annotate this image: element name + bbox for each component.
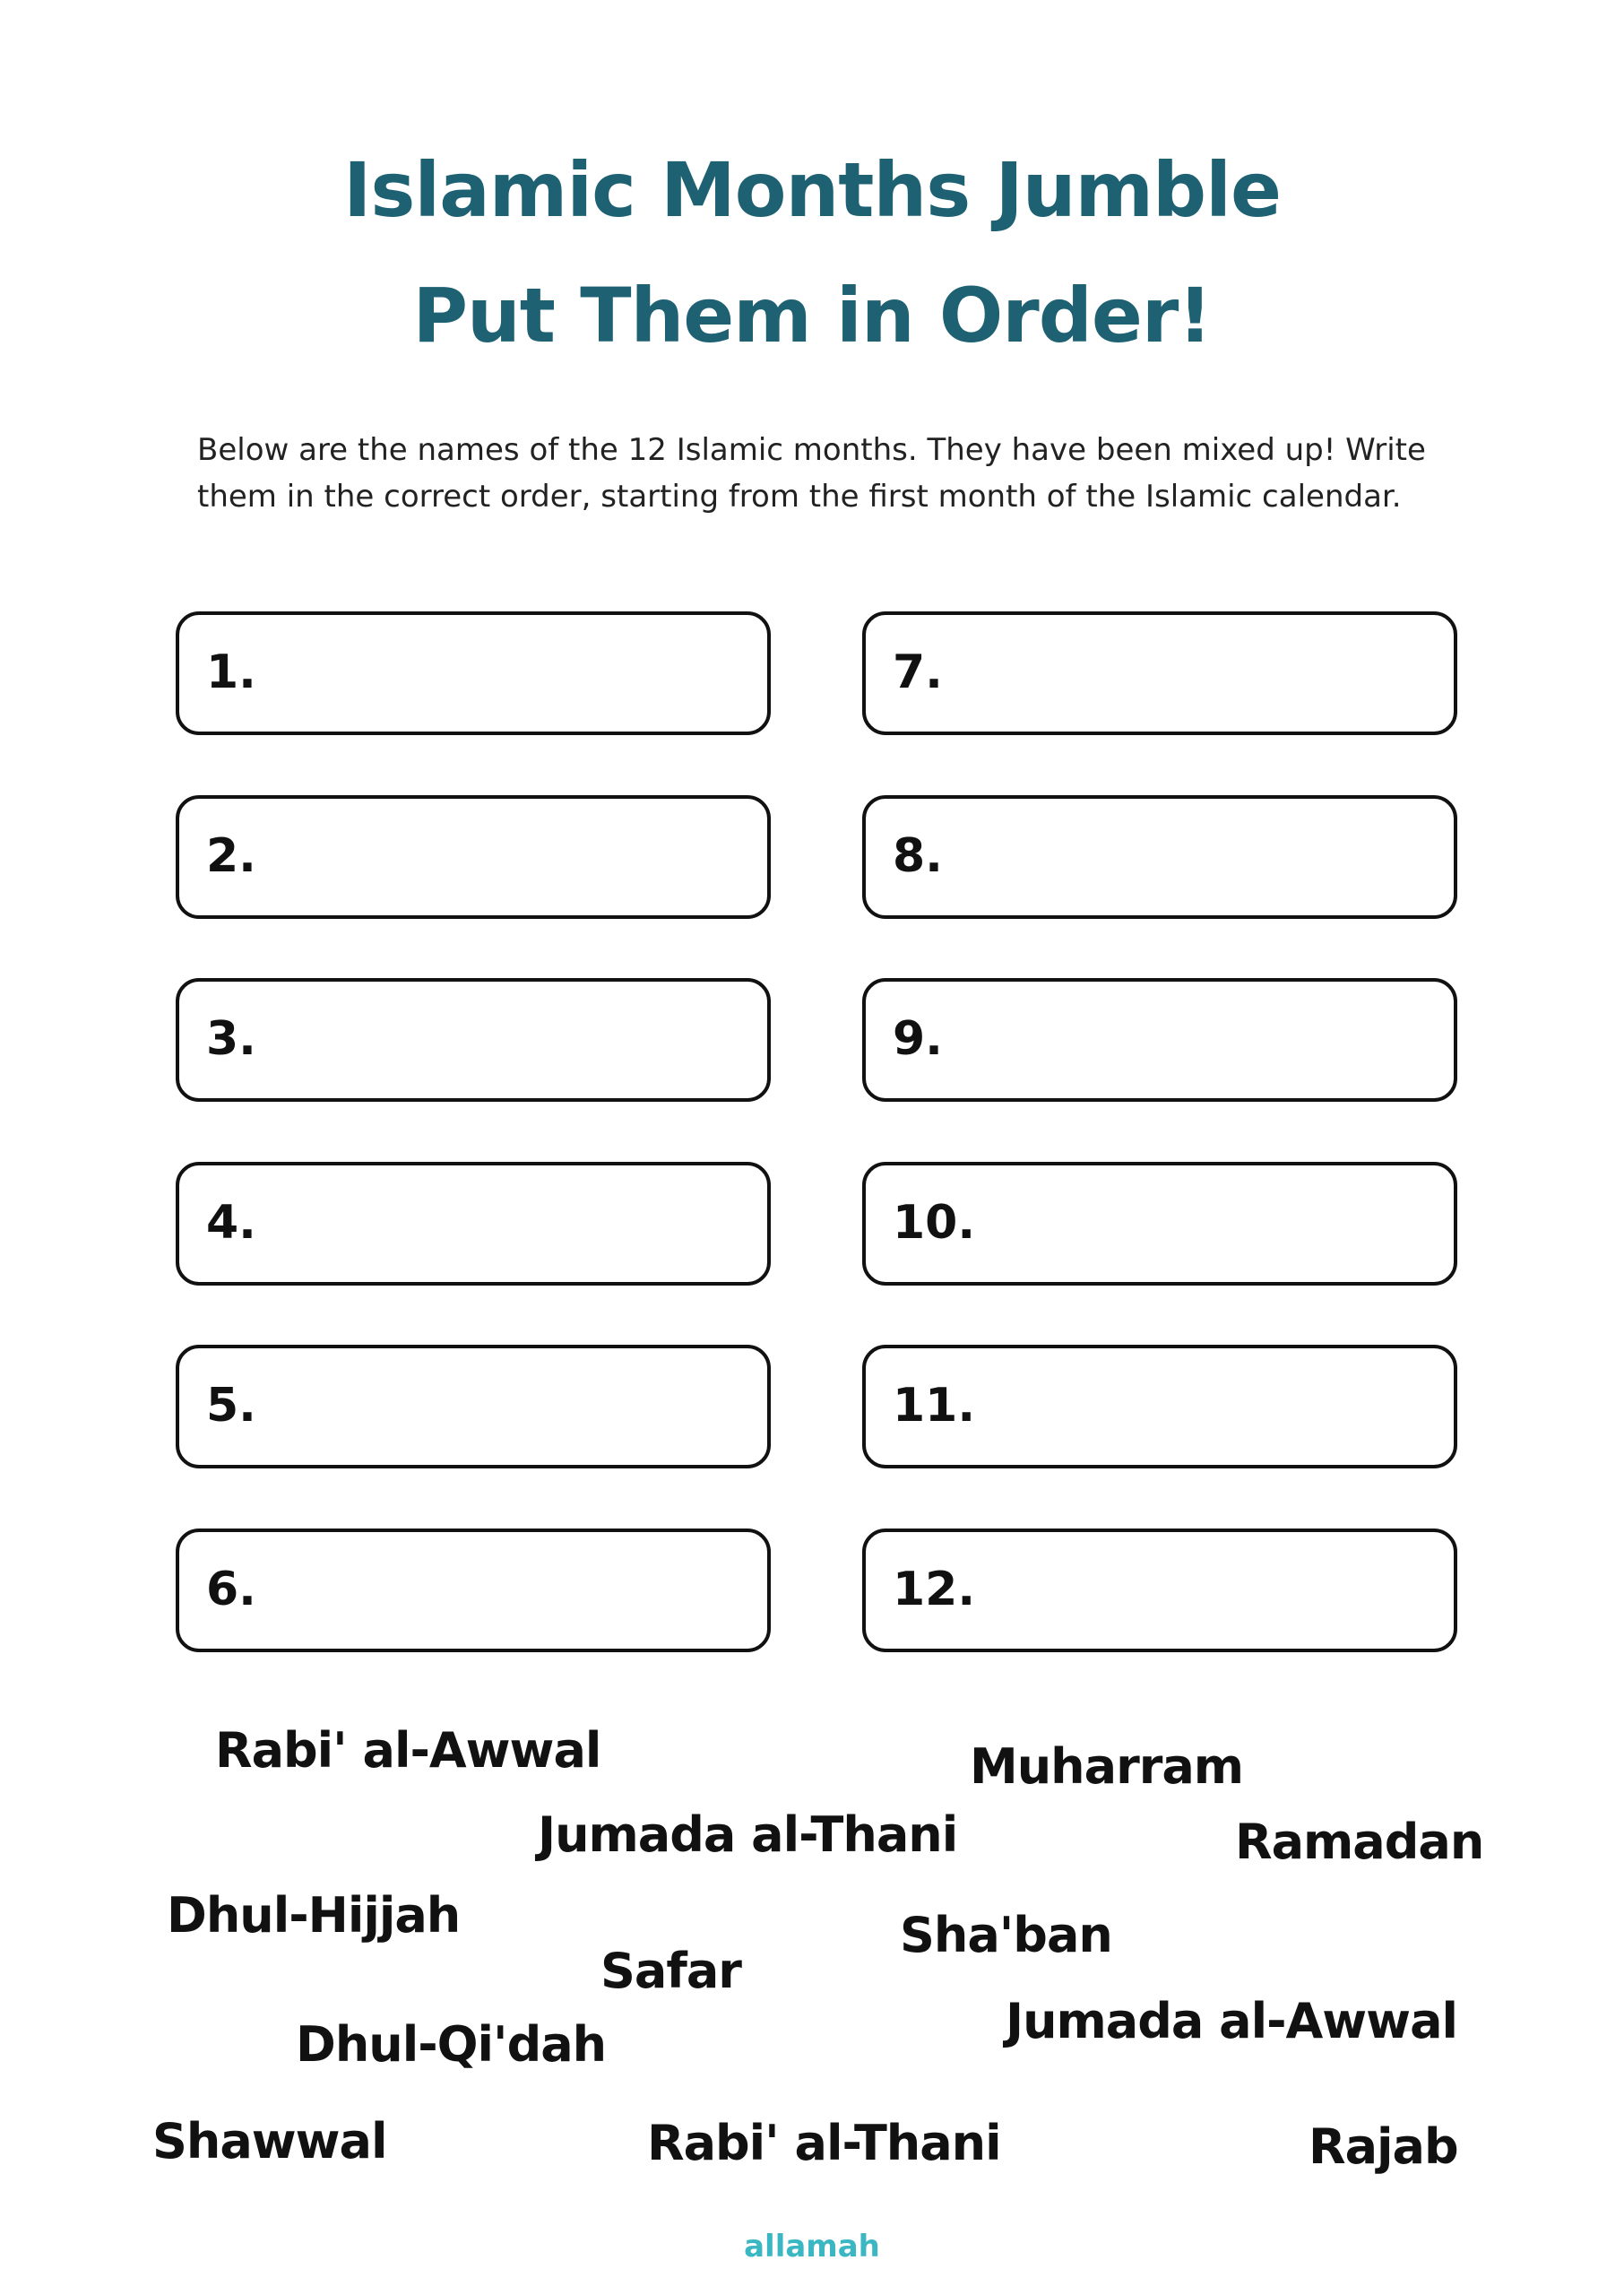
month-word: Ramadan <box>1235 1814 1484 1870</box>
answer-box-7[interactable] <box>862 611 1457 735</box>
box-number: 6. <box>206 1563 256 1616</box>
box-number: 7. <box>893 645 943 699</box>
answer-box-6[interactable] <box>176 1529 771 1652</box>
instructions-text: Below are the names of the 12 Islamic months. They have been mixed up! Write them in the correct order, starting from the first month of the Islamic calendar. <box>197 432 1426 515</box>
month-word: Muharram <box>970 1738 1244 1795</box>
answer-box-1[interactable] <box>176 611 771 735</box>
answer-box-8[interactable] <box>862 795 1457 919</box>
box-number: 9. <box>893 1012 943 1066</box>
answer-box-9[interactable] <box>862 978 1457 1102</box>
answer-box-12[interactable] <box>862 1529 1457 1652</box>
worksheet-title: Islamic Months Jumble <box>343 146 1281 234</box>
box-number: 8. <box>893 829 943 883</box>
month-word: Dhul-Qi'dah <box>296 2016 607 2073</box>
answer-box-3[interactable] <box>176 978 771 1102</box>
answer-box-11[interactable] <box>862 1345 1457 1468</box>
worksheet-subtitle: Put Them in Order! <box>412 272 1212 359</box>
month-word: Sha'ban <box>900 1907 1112 1963</box>
box-number: 11. <box>893 1379 976 1433</box>
answer-box-2[interactable] <box>176 795 771 919</box>
month-word: Shawwal <box>152 2113 387 2169</box>
month-word: Dhul-Hijjah <box>167 1887 461 1944</box>
month-word: Rabi' al-Awwal <box>215 1722 601 1779</box>
answer-box-10[interactable] <box>862 1162 1457 1286</box>
month-word: Rabi' al-Thani <box>647 2115 1001 2171</box>
box-number: 12. <box>893 1563 976 1616</box>
answer-box-5[interactable] <box>176 1345 771 1468</box>
answer-box-4[interactable] <box>176 1162 771 1286</box>
box-number: 1. <box>206 645 256 699</box>
box-number: 4. <box>206 1196 256 1250</box>
month-word: Rajab <box>1309 2118 1458 2175</box>
month-word: Jumada al-Thani <box>538 1806 958 1863</box>
month-word: Safar <box>600 1943 741 1999</box>
month-word: Jumada al-Awwal <box>1006 1993 1458 2049</box>
box-number: 10. <box>893 1196 976 1250</box>
allamah-logo: allamah <box>744 2229 880 2265</box>
box-number: 2. <box>206 829 256 883</box>
box-number: 5. <box>206 1379 256 1433</box>
box-number: 3. <box>206 1012 256 1066</box>
